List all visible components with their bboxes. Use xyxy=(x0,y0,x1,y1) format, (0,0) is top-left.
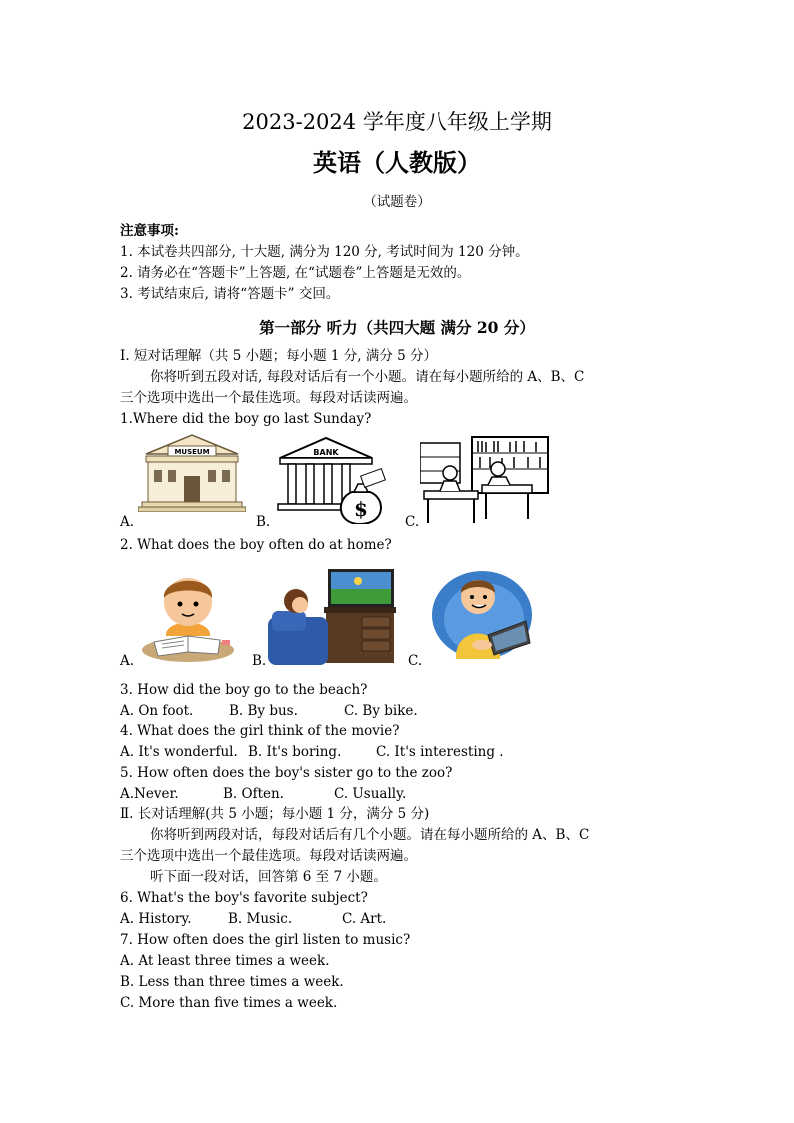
part1-title: 第一部分 听力（共四大题 满分 20 分） xyxy=(259,318,535,337)
q4-option-c: C. It's interesting . xyxy=(376,744,504,760)
q2-option-c-label: C. xyxy=(408,653,423,669)
q6-option-a: A. History. xyxy=(120,911,192,927)
q2-option-b-label: B. xyxy=(252,653,267,669)
question-6: 6. What's the boy's favorite subject? xyxy=(120,890,368,906)
bank-image xyxy=(274,434,396,524)
museum-sign: MUSEUM xyxy=(174,448,210,456)
boy-computer-image xyxy=(430,563,534,663)
section2-title: Ⅱ. 长对话理解(共 5 小题；每小题 1 分，满分 5 分) xyxy=(120,806,430,822)
q1-option-c-label: C. xyxy=(405,514,420,530)
note-item: 3. 考试结束后, 请将“答题卡” 交回。 xyxy=(120,286,340,302)
question-1: 1.Where did the boy go last Sunday? xyxy=(120,411,372,427)
q3-option-b: B. By bus. xyxy=(229,703,298,719)
section1-instruction: 三个选项中选出一个最佳选项。每段对话读两遍。 xyxy=(120,390,417,406)
q4-option-b: B. It's boring. xyxy=(248,744,342,760)
paper-type-label: （试题卷） xyxy=(363,194,431,210)
exam-year-title: 2023-2024 学年度八年级上学期 xyxy=(242,110,552,134)
q1-option-b-label: B. xyxy=(256,514,271,530)
question-4: 4. What does the girl think of the movie? xyxy=(120,723,400,739)
q4-option-a: A. It's wonderful. xyxy=(120,744,238,760)
boy-studying-image xyxy=(140,566,236,664)
boy-watching-tv-image xyxy=(268,567,398,665)
q3-option-a: A. On foot. xyxy=(120,703,194,719)
q5-option-a: A.Never. xyxy=(120,786,179,802)
question-2: 2. What does the boy often do at home? xyxy=(120,537,392,553)
bank-sign: BANK xyxy=(313,448,339,457)
question-7: 7. How often does the girl listen to music? xyxy=(120,932,411,948)
section1-title: I. 短对话理解（共 5 小题；每小题 1 分, 满分 5 分） xyxy=(120,348,438,364)
q7-option-c: C. More than five times a week. xyxy=(120,995,338,1011)
section2-instruction: 听下面一段对话，回答第 6 至 7 小题。 xyxy=(150,869,387,885)
q5-option-b: B. Often. xyxy=(223,786,284,802)
q3-option-c: C. By bike. xyxy=(344,703,418,719)
museum-image xyxy=(138,432,246,512)
q5-option-c: C. Usually. xyxy=(334,786,407,802)
section1-instruction: 你将听到五段对话, 每段对话后有一个小题。请在每小题所给的 A、B、C xyxy=(150,369,585,385)
notes-heading: 注意事项: xyxy=(120,223,179,239)
q6-option-b: B. Music. xyxy=(228,911,293,927)
note-item: 1. 本试卷共四部分, 十大题, 满分为 120 分, 考试时间为 120 分钟。 xyxy=(120,244,529,260)
q7-option-b: B. Less than three times a week. xyxy=(120,974,344,990)
section2-instruction: 你将听到两段对话，每段对话后有几个小题。请在每小题所给的 A、B、C xyxy=(150,827,590,843)
question-3: 3. How did the boy go to the beach? xyxy=(120,682,368,698)
question-5: 5. How often does the boy's sister go to the zoo? xyxy=(120,765,453,781)
section2-instruction: 三个选项中选出一个最佳选项。每段对话读两遍。 xyxy=(120,848,417,864)
q7-option-a: A. At least three times a week. xyxy=(120,953,330,969)
q1-option-a-label: A. xyxy=(120,514,135,530)
q6-option-c: C. Art. xyxy=(342,911,387,927)
q2-option-a-label: A. xyxy=(120,653,135,669)
svg-text:$: $ xyxy=(354,497,368,521)
library-image xyxy=(420,433,550,525)
exam-subject-title: 英语（人教版） xyxy=(313,148,481,177)
note-item: 2. 请务必在“答题卡”上答题, 在“试题卷”上答题是无效的。 xyxy=(120,265,471,281)
